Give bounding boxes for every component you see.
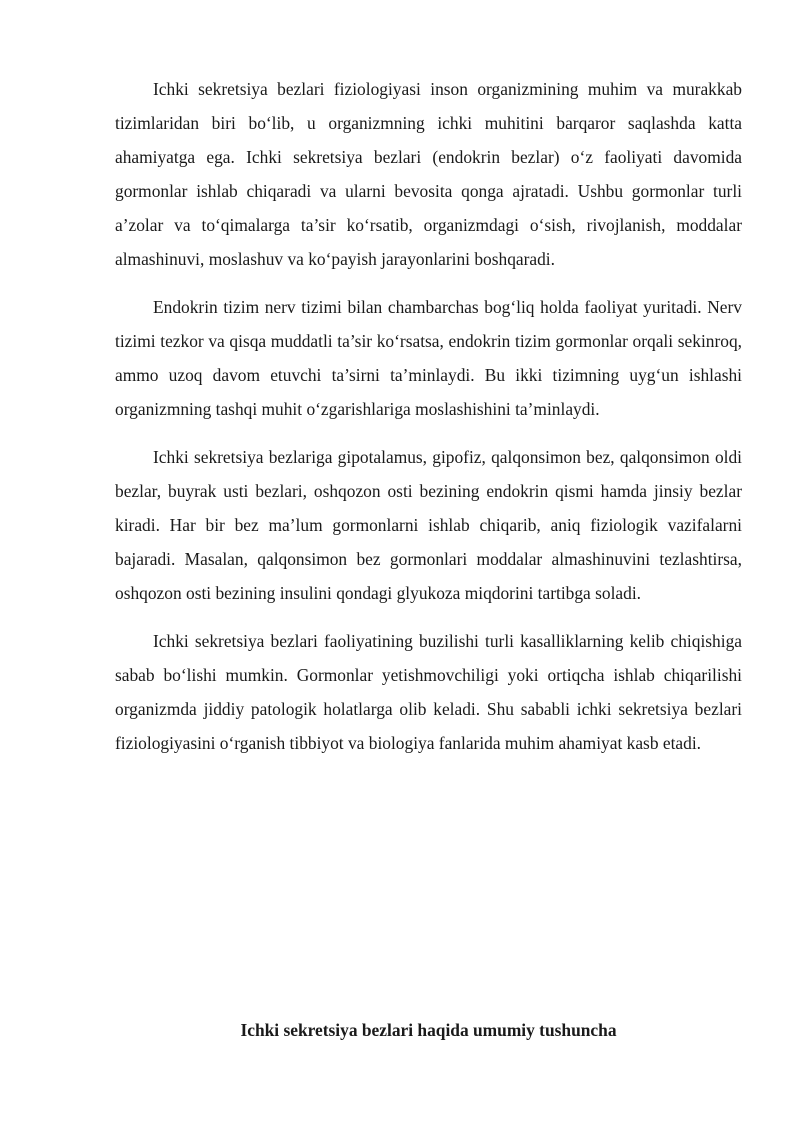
- paragraph-disorders: Ichki sekretsiya bezlari faoliyatining buzilishi turli kasalliklarning kelib chiqishiga sabab bo‘lishi mumkin. Gormonlar yetishmovchiligi yoki ortiqcha ishlab chiqarilishi organizmda jiddiy patologik holatlarga olib keladi. Shu sababli ichki sekretsiya bezlari fiziologiyasini o‘rganish tibbiyot va biologiya fanlarida muhim ahamiyat kasb etadi.: [115, 631, 742, 753]
- document-body: [115, 72, 742, 774]
- paragraph-nervous-system: Endokrin tizim nerv tizimi bilan chambarchas bog‘liq holda faoliyat yuritadi. Nerv tizimi tezkor va qisqa muddatli ta’sir ko‘rsatsa, endokrin tizim gormonlar orqali sekinroq, ammo uzoq davom etuvchi ta’sirni ta’minlaydi. Bu ikki tizimning uyg‘un ishlashi organizmning tashqi muhit o‘zgarishlariga moslashishini ta’minlaydi.: [115, 297, 742, 419]
- paragraph-glands-list: Ichki sekretsiya bezlariga gipotalamus, gipofiz, qalqonsimon bez, qalqonsimon oldi bezlar, buyrak usti bezlari, oshqozon osti bezining endokrin qismi hamda jinsiy bezlar kiradi. Har bir bez ma’lum gormonlarni ishlab chiqarib, aniq fiziologik vazifalarni bajaradi. Masalan, qalqonsimon bez gormonlari moddalar almashinuvini tezlashtirsa, oshqozon osti bezining insulini qondagi glyukoza miqdorini tartibga soladi.: [115, 447, 742, 603]
- paragraph-intro: Ichki sekretsiya bezlari fiziologiyasi inson organizmining muhim va murakkab tizimlaridan biri bo‘lib, u organizmning ichki muhitini barqaror saqlashda katta ahamiyatga ega. Ichki sekretsiya bezlari (endokrin bezlar) o‘z faoliyati davomida gormonlar ishlab chiqaradi va ularni bevosita qonga ajratadi. Ushbu gormonlar turli a’zolar va to‘qimalarga ta’sir ko‘rsatib, organizmdagi o‘sish, rivojlanish, moddalar almashinuvi, moslashuv va ko‘payish jarayonlarini boshqaradi.: [115, 79, 742, 269]
- section-heading: Ichki sekretsiya bezlari haqida umumiy tushuncha: [240, 1020, 617, 1040]
